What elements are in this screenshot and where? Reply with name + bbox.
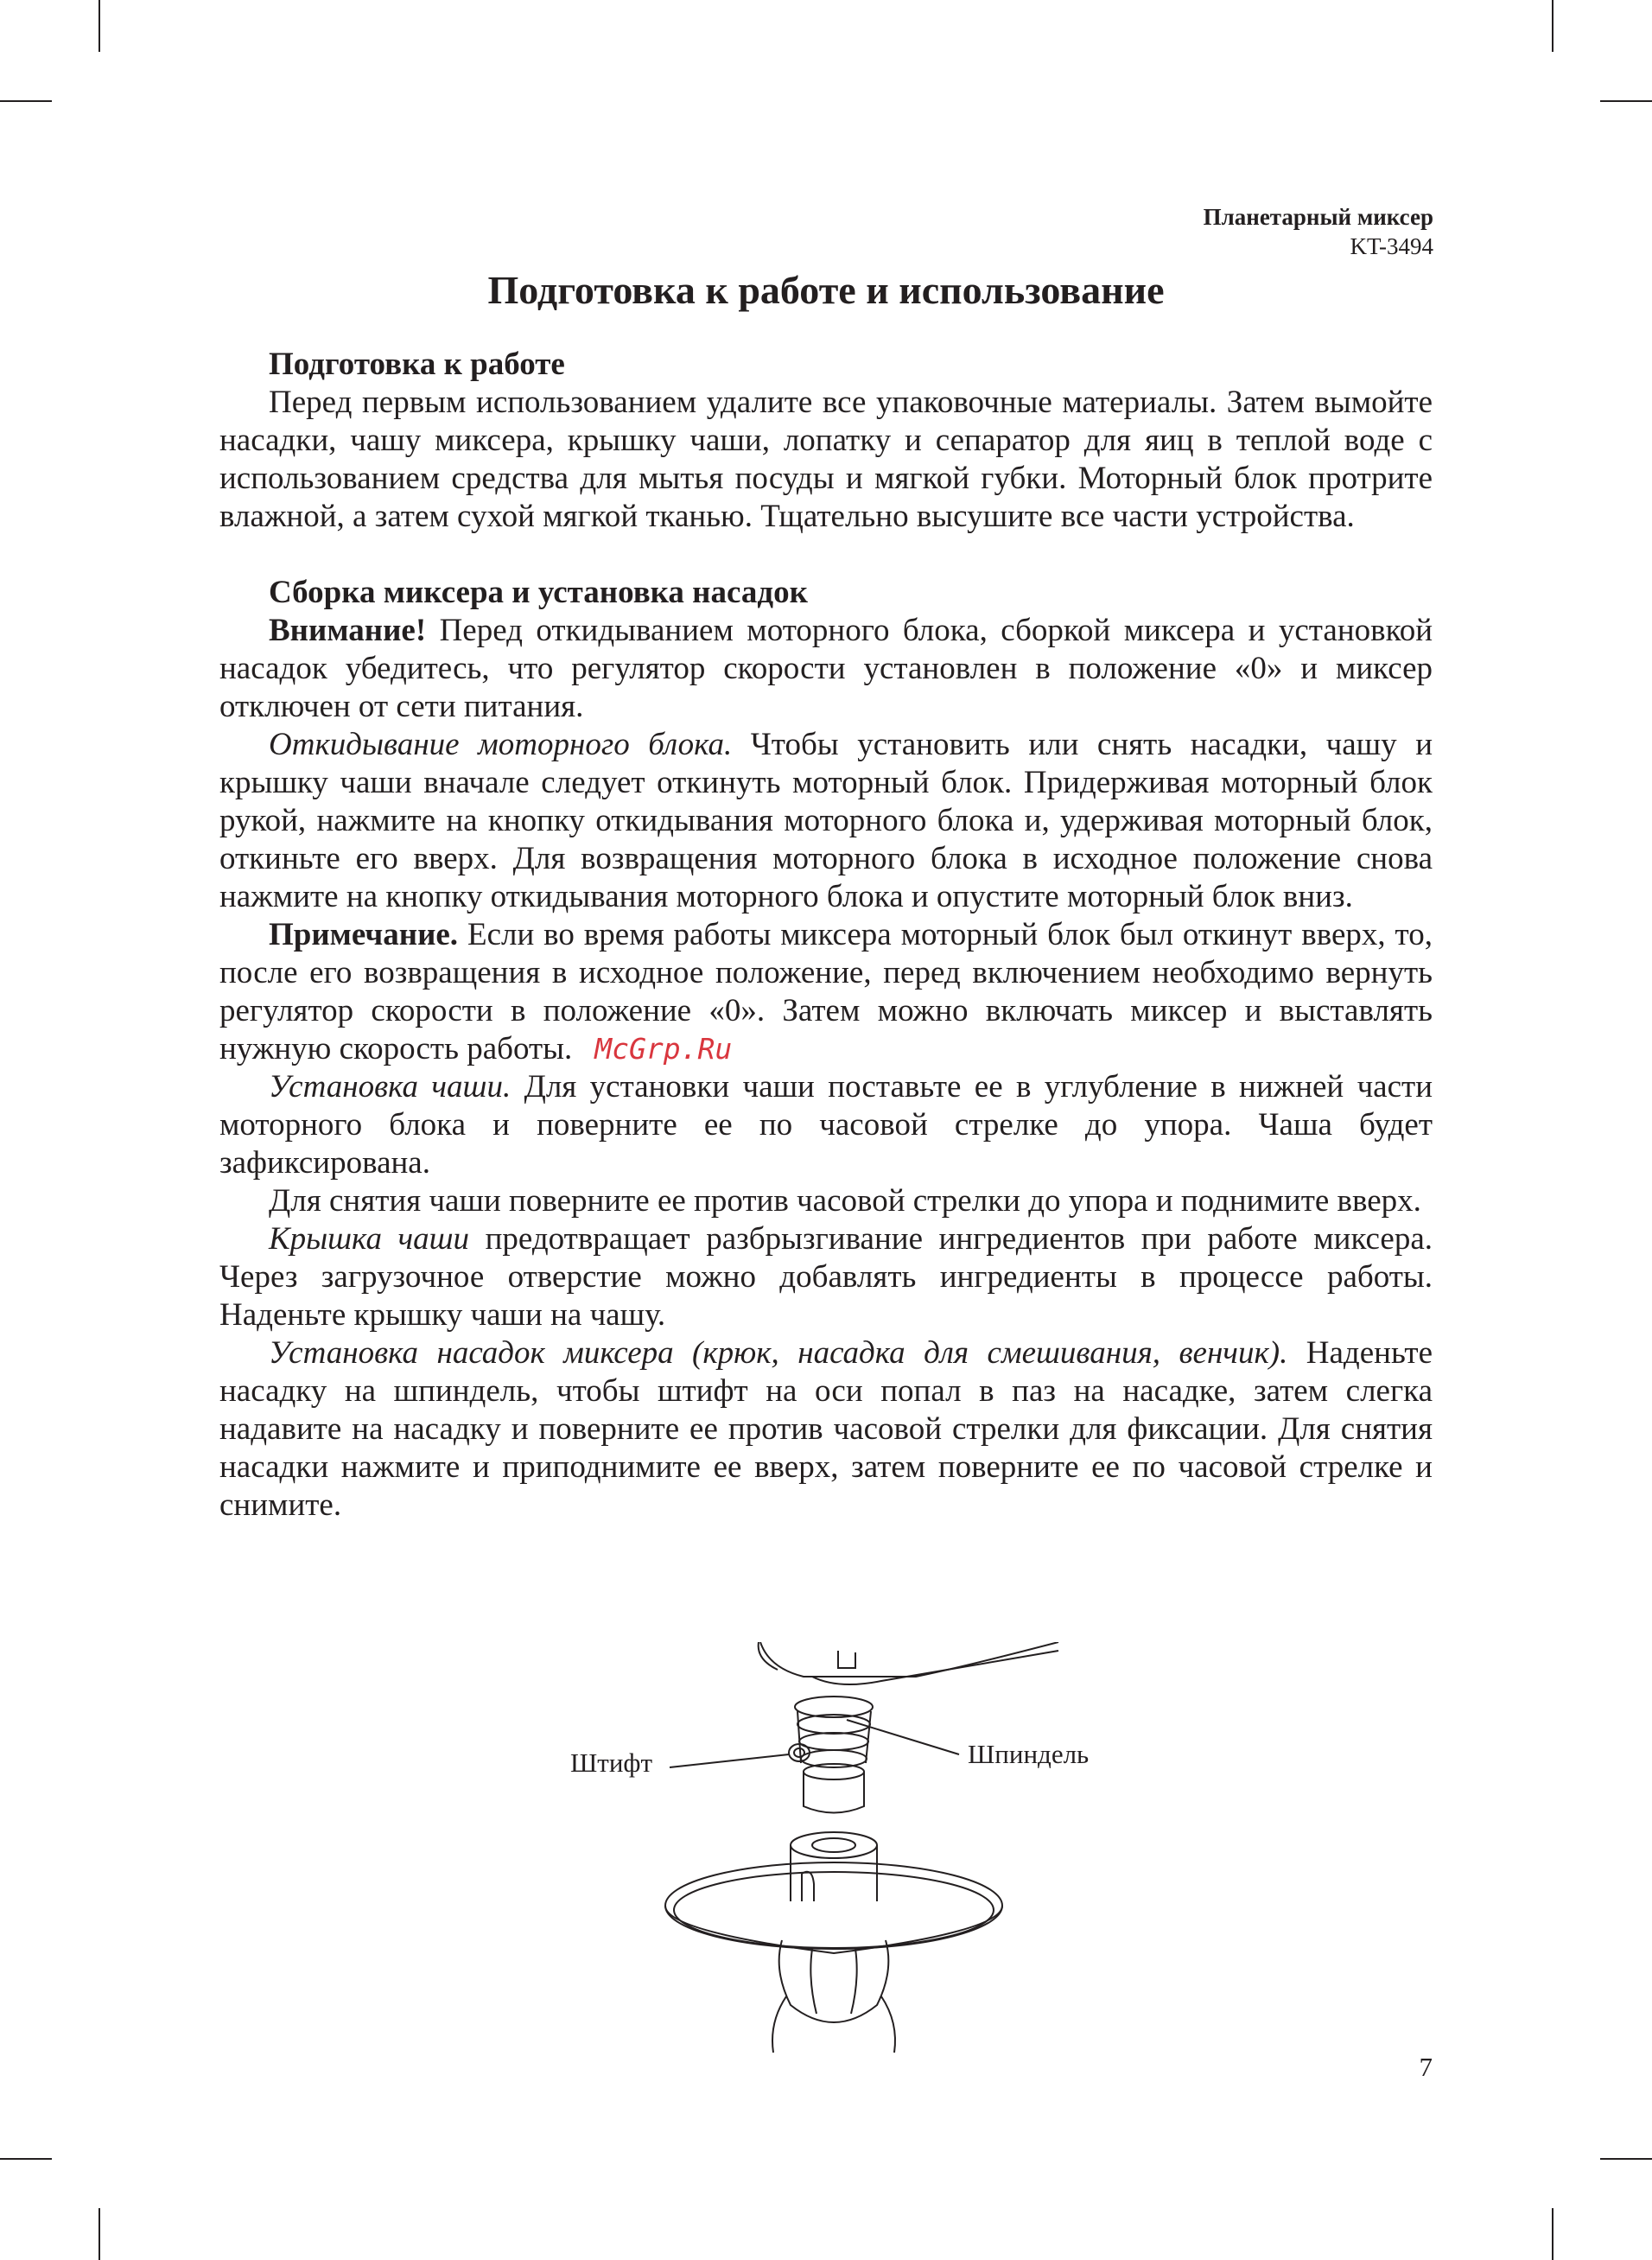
bowl-paragraph xyxy=(219,1068,1433,1182)
warning-label: Внимание! xyxy=(269,613,427,648)
crop-mark xyxy=(0,100,52,102)
crop-mark xyxy=(98,2208,100,2260)
tilt-paragraph xyxy=(219,726,1433,916)
crop-mark xyxy=(1600,2158,1652,2160)
crop-mark xyxy=(0,2158,52,2160)
attachments-text: Наденьте насадку на шпиндель, чтобы штифт на оси попал в паз на насадке, затем слегка надавите на насадку и поверните ее против часовой стрелки для фиксации. Для снятия насадки нажмите и приподнимите ее вверх, затем поверните ее по часовой стрелке и снимите. xyxy=(219,1335,1433,1523)
note-paragraph xyxy=(219,916,1433,1068)
product-name: Планетарный миксер xyxy=(1203,204,1433,230)
body-text xyxy=(219,346,1433,1525)
label-spindle: Шпиндель xyxy=(968,1739,1090,1769)
bowl-remove-paragraph: Для снятия чаши поверните ее против часовой стрелки до упора и поднимите вверх. xyxy=(269,1183,1421,1219)
lid-label: Крышка чаши xyxy=(269,1221,470,1257)
spindle-illustration xyxy=(553,1642,1106,2057)
section-heading-assembly: Сборка миксера и установка насадок xyxy=(269,575,808,610)
model-number: KT-3494 xyxy=(1350,233,1433,259)
lid-paragraph xyxy=(219,1220,1433,1334)
note-text: Если во время работы миксера моторный блок был откинут вверх, то, после его возвращения в исходное положение, перед включением необходимо вернуть регулятор скорости в положение «0». Затем можно включать миксер и выставлять нужную скорость работы. xyxy=(219,917,1433,1066)
spindle-figure xyxy=(553,1642,1106,2057)
warning-paragraph xyxy=(219,612,1433,726)
label-pin: Штифт xyxy=(570,1748,653,1778)
crop-mark xyxy=(1552,0,1554,52)
tilt-text: Чтобы установить или снять насадки, чашу и крышку чаши вначале следует откинуть моторный блок. Придерживая моторный блок рукой, нажмите на кнопку откидывания моторного блока и, удерживая моторный блок, откиньте его вверх. Для возвращения моторного блока в исходное положение снова нажмите на кнопку откидывания моторного блока и опустите моторный блок вниз. xyxy=(219,727,1433,914)
bowl-text: Для установки чаши поставьте ее в углубление в нижней части моторного блока и поверните ее по часовой стрелке до упора. Чаша будет зафиксирована. xyxy=(219,1069,1433,1181)
page-title: Подготовка к работе и использование xyxy=(487,268,1165,312)
watermark: McGrp.Ru xyxy=(594,1032,733,1066)
running-header xyxy=(1204,202,1433,261)
crop-mark xyxy=(1552,2208,1554,2260)
note-label: Примечание. xyxy=(269,917,459,952)
attachments-label: Установка насадок миксера (крюк, насадка для смешивания, венчик). xyxy=(269,1335,1288,1371)
lid-text: предотвращает разбрызгивание ингредиентов при работе миксера. Через загрузочное отверстие можно добавлять ингредиенты в процессе работы. Наденьте крышку чаши на чашу. xyxy=(219,1221,1433,1333)
tilt-label: Откидывание моторного блока. xyxy=(269,727,733,762)
crop-mark xyxy=(1600,100,1652,102)
preparation-paragraph: Перед первым использованием удалите все упаковочные материалы. Затем вымойте насадки, чашу миксера, крышку чаши, лопатку и сепаратор для яиц в теплой воде с использованием средства для мытья посуды и мягкой губки. Моторный блок протрите влажной, а затем сухой мягкой тканью. Тщательно высушите все части устройства. xyxy=(219,385,1433,534)
crop-mark xyxy=(98,0,100,52)
attachments-paragraph xyxy=(219,1334,1433,1525)
warning-text: Перед откидыванием моторного блока, сборкой миксера и установкой насадок убедитесь, что регулятор скорости установлен в положение «0» и миксер отключен от сети питания. xyxy=(219,613,1433,724)
bowl-label: Установка чаши. xyxy=(269,1069,511,1105)
section-heading-preparation: Подготовка к работе xyxy=(269,347,565,382)
paragraph-gap xyxy=(219,536,1433,574)
page-number: 7 xyxy=(1419,2052,1433,2082)
